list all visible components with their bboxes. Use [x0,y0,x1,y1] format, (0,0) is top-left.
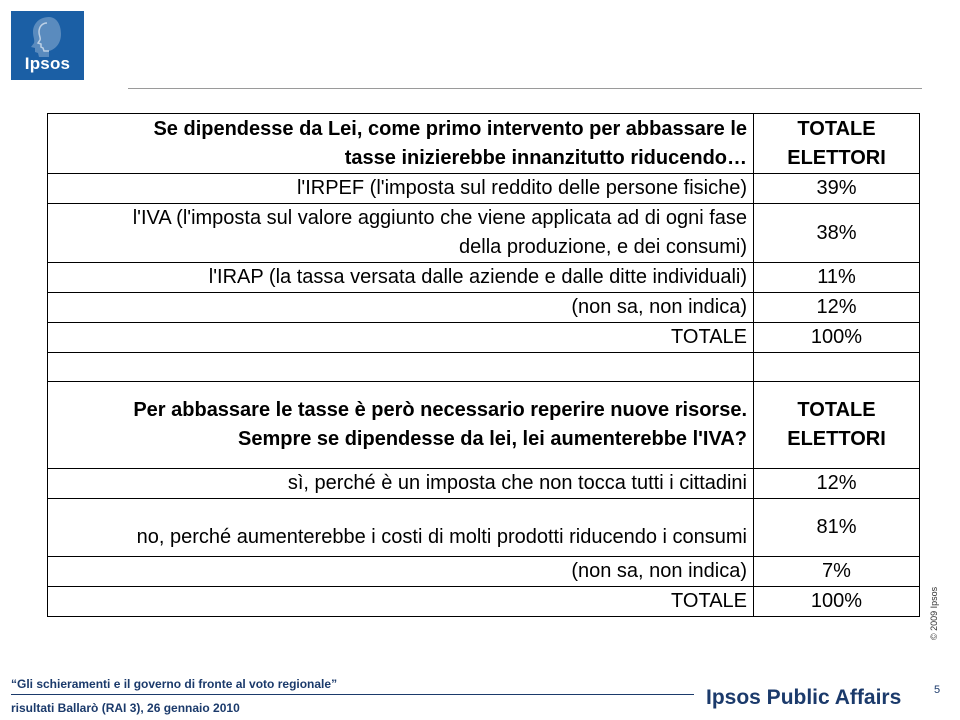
column-header-line: TOTALE [797,117,876,140]
total-label: TOTALE [48,587,754,617]
survey-table [47,113,920,617]
brand-name: Ipsos Public Affairs [706,686,902,709]
column-header [754,114,920,174]
table-row [48,557,920,587]
answer-label-line: della produzione, e dei consumi) [459,236,747,258]
question-header-row [48,114,920,174]
footer-divider [11,694,694,695]
header-divider [128,88,922,89]
copyright-notice: © 2009 Ipsos [929,586,939,640]
answer-label-line: l'IVA (l'imposta sul valore aggiunto che viene applicata ad di ogni fase [132,207,747,229]
answer-value: 12% [754,469,920,499]
column-header-line: TOTALE [797,399,876,421]
empty-cell [48,353,754,382]
question-line: Per abbassare le tasse è però necessario reperire nuove risorse. [133,399,747,421]
total-label: TOTALE [48,323,754,353]
answer-value: 12% [754,293,920,323]
total-value: 100% [754,323,920,353]
answer-label: no, perché aumenterebbe i costi di molti prodotti riducendo i consumi [48,499,754,557]
answer-label: (non sa, non indica) [48,557,754,587]
column-header-line: ELETTORI [787,146,886,169]
page-number: 5 [934,684,941,696]
table-row [48,263,920,293]
spacer-row [48,353,920,382]
answer-value: 11% [754,263,920,293]
question-line: Se dipendesse da Lei, come primo intervento per abbassare le [153,117,747,140]
question-header-row [48,382,920,469]
table-row [48,174,920,204]
question-line: Sempre se dipendesse da lei, lei aumenterebbe l'IVA? [237,428,747,450]
total-row [48,323,920,353]
question-line: tasse inizierebbe innanzitutto riducendo… [344,146,747,169]
answer-label: l'IRPEF (l'imposta sul reddito delle persone fisiche) [48,174,754,204]
logo-text: Ipsos [24,54,71,73]
question-text [48,382,754,469]
question-text [48,114,754,174]
answer-label: (non sa, non indica) [48,293,754,323]
answer-label [48,204,754,263]
column-header [754,382,920,469]
total-row [48,587,920,617]
table-row [48,499,920,557]
answer-value: 39% [754,174,920,204]
table-row [48,293,920,323]
answer-value: 38% [754,204,920,263]
answer-value: 81% [754,499,920,557]
answer-label: l'IRAP (la tassa versata dalle aziende e dalle ditte individuali) [48,263,754,293]
table-row [48,204,920,263]
ipsos-logo [11,11,84,80]
answer-value: 7% [754,557,920,587]
empty-cell [754,353,920,382]
total-value: 100% [754,587,920,617]
answer-label: sì, perché è un imposta che non tocca tutti i cittadini [48,469,754,499]
table-row [48,469,920,499]
footer-title: “Gli schieramenti e il governo di fronte al voto regionale” [11,677,338,691]
footer-subtitle: risultati Ballarò (RAI 3), 26 gennaio 2010 [11,701,240,715]
column-header-line: ELETTORI [787,428,886,450]
